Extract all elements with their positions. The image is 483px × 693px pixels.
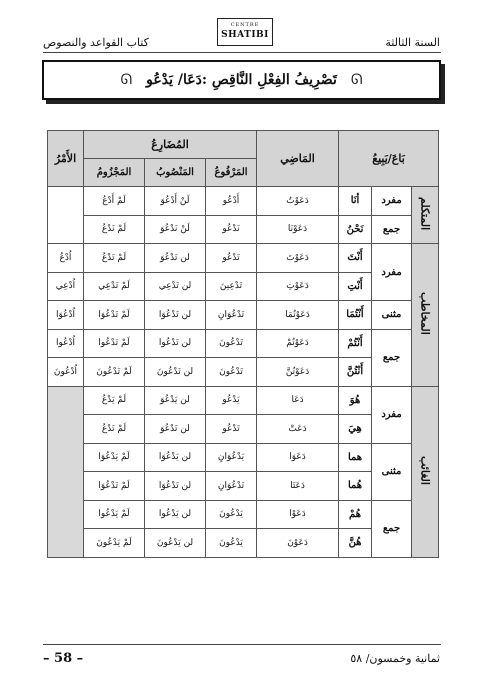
pronoun: هُوَ [339,386,372,415]
jazm-form: لَمْ يَدْعُونَ [84,529,145,558]
nasb-form: لن تَدْعُوا [145,329,206,358]
raf-form: تَدْعِينَ [206,272,257,301]
imperative-shaded [48,386,84,557]
header-nasb: المَنْصُوبُ [145,159,206,187]
jazm-form: لَمْ تَدْعُوَا [84,472,145,501]
header-raf: المَرْفُوعُ [206,159,257,187]
nasb-form: لن تَدْعِي [145,272,206,301]
past-form: دَعَوْنَ [257,529,339,558]
past-form: دَعَوْتُمَا [257,301,339,330]
pronoun: أَنْتُمَا [339,301,372,330]
imperative-empty [48,187,84,244]
imperative-form: اُدْعُوَا [48,301,84,330]
jazm-form: لَمْ نَدْعُ [84,215,145,244]
jazm-form: لَمْ يَدْعُوا [84,500,145,529]
number-label: مثنى [372,443,412,500]
past-form: دَعَوْتُنَّ [257,358,339,387]
nasb-form: لن يَدْعُوَا [145,443,206,472]
imperative-form: اُدْعُوا [48,329,84,358]
pronoun: هُنَّ [339,529,372,558]
header-present: المُضَارِعُ [84,131,257,159]
pronoun: أنَا [339,187,372,216]
pronoun: هُما [339,472,372,501]
past-form: دَعَوْتَ [257,244,339,273]
number-label: جمع [372,329,412,386]
logo-main-text: SHATIBI [221,30,269,40]
raf-form: تَدْعُونَ [206,358,257,387]
pronoun: أَنْتِ [339,272,372,301]
past-form: دَعَوْا [257,500,339,529]
nasb-form: لن تَدْعُوَا [145,301,206,330]
ornament-right-icon: ᘏ [350,72,363,88]
header-section: بَاعَ/يَبِيعُ [339,131,439,187]
header-jazm: المَجْزُومُ [84,159,145,187]
past-form: دَعَا [257,386,339,415]
book-title: كتاب القواعد والنصوص [43,36,149,49]
nasb-form: لن تَدْعُوَا [145,472,206,501]
conjugation-table [47,130,439,558]
number-label: جمع [372,500,412,557]
past-form: دَعَوَا [257,443,339,472]
table-row [48,215,439,244]
jazm-form: لَمْ تَدْعُ [84,244,145,273]
table-row [48,301,439,330]
nasb-form: لن تَدْعُونَ [145,358,206,387]
header-imperative: الأَمْرُ [48,131,84,187]
pronoun: هما [339,443,372,472]
number-label: مفرد [372,244,412,301]
nasb-form: لَنْ نَدْعُوَ [145,215,206,244]
raf-form: يَدْعُو [206,386,257,415]
table-row [48,329,439,358]
table-row [48,443,439,472]
page-number-words: ثمانية وخمسون/ ٥٨ [350,652,440,665]
past-form: دَعَوْتُمْ [257,329,339,358]
pronoun: أَنْتُنَّ [339,358,372,387]
number-label: مثنى [372,301,412,330]
raf-form: أَدْعُو [206,187,257,216]
header-divider [43,52,441,53]
footer-divider [43,644,441,645]
raf-form: يَدْعُوَانِ [206,443,257,472]
pronoun: هِيَ [339,415,372,444]
jazm-form: لَمْ أَدْعُ [84,187,145,216]
past-form: دَعَتَا [257,472,339,501]
table-row [48,187,439,216]
pronoun: نَحْنُ [339,215,372,244]
page-number: – 58 – [43,651,84,666]
logo-top-text: CENTRE [230,22,260,28]
imperative-form: اُدْعِي [48,272,84,301]
raf-form: يَدْعُونَ [206,529,257,558]
nasb-form: لن يَدْعُوَ [145,386,206,415]
raf-form: يَدْعُونَ [206,500,257,529]
imperative-form: اُدْعُ [48,244,84,273]
year-label: السنة الثالثة [385,36,440,49]
jazm-form: لَمْ تَدْعُونَ [84,358,145,387]
header-past: المَاضِي [257,131,339,187]
nasb-form: لن يَدْعُونَ [145,529,206,558]
raf-form: تَدْعُو [206,415,257,444]
raf-form: نَدْعُو [206,215,257,244]
number-label: جمع [372,215,412,244]
jazm-form: لَمْ يَدْعُ [84,386,145,415]
jazm-form: لَمْ تَدْعِي [84,272,145,301]
raf-form: تَدْعُو [206,244,257,273]
table-row [48,500,439,529]
pronoun: أَنْتُمْ [339,329,372,358]
jazm-form: لَمْ تَدْعُوَا [84,301,145,330]
raf-form: تَدْعُوَانِ [206,472,257,501]
past-form: دَعَتْ [257,415,339,444]
number-label: مفرد [372,187,412,216]
title-banner [42,60,441,100]
imperative-form: اُدْعُونَ [48,358,84,387]
past-form: دَعَوْنَا [257,215,339,244]
nasb-form: لن يَدْعُوا [145,500,206,529]
jazm-form: لَمْ يَدْعُوَا [84,443,145,472]
past-form: دَعَوْتُ [257,187,339,216]
table-row [48,386,439,415]
raf-form: تَدْعُوَانِ [206,301,257,330]
page-title: تَصْرِيفُ الفِعْلِ النَّاقِصِ :دَعَا/ يَدْعُو [146,72,337,88]
pronoun: هُمْ [339,500,372,529]
shatibi-logo [217,18,273,46]
group-absent: الغائب [412,386,439,557]
table-row [48,244,439,273]
jazm-form: لَمْ تَدْعُ [84,415,145,444]
pronoun: أَنْتَ [339,244,372,273]
number-label: مفرد [372,386,412,443]
group-speaker: المتكلم [412,187,439,244]
group-addressee: المخاطب [412,244,439,387]
nasb-form: لن تَدْعُوَ [145,415,206,444]
jazm-form: لَمْ تَدْعُوا [84,329,145,358]
nasb-form: لَنْ أَدْعُوَ [145,187,206,216]
raf-form: تَدْعُونَ [206,329,257,358]
past-form: دَعَوْتِ [257,272,339,301]
nasb-form: لن تَدْعُوَ [145,244,206,273]
ornament-left-icon: ᘏ [120,72,133,88]
